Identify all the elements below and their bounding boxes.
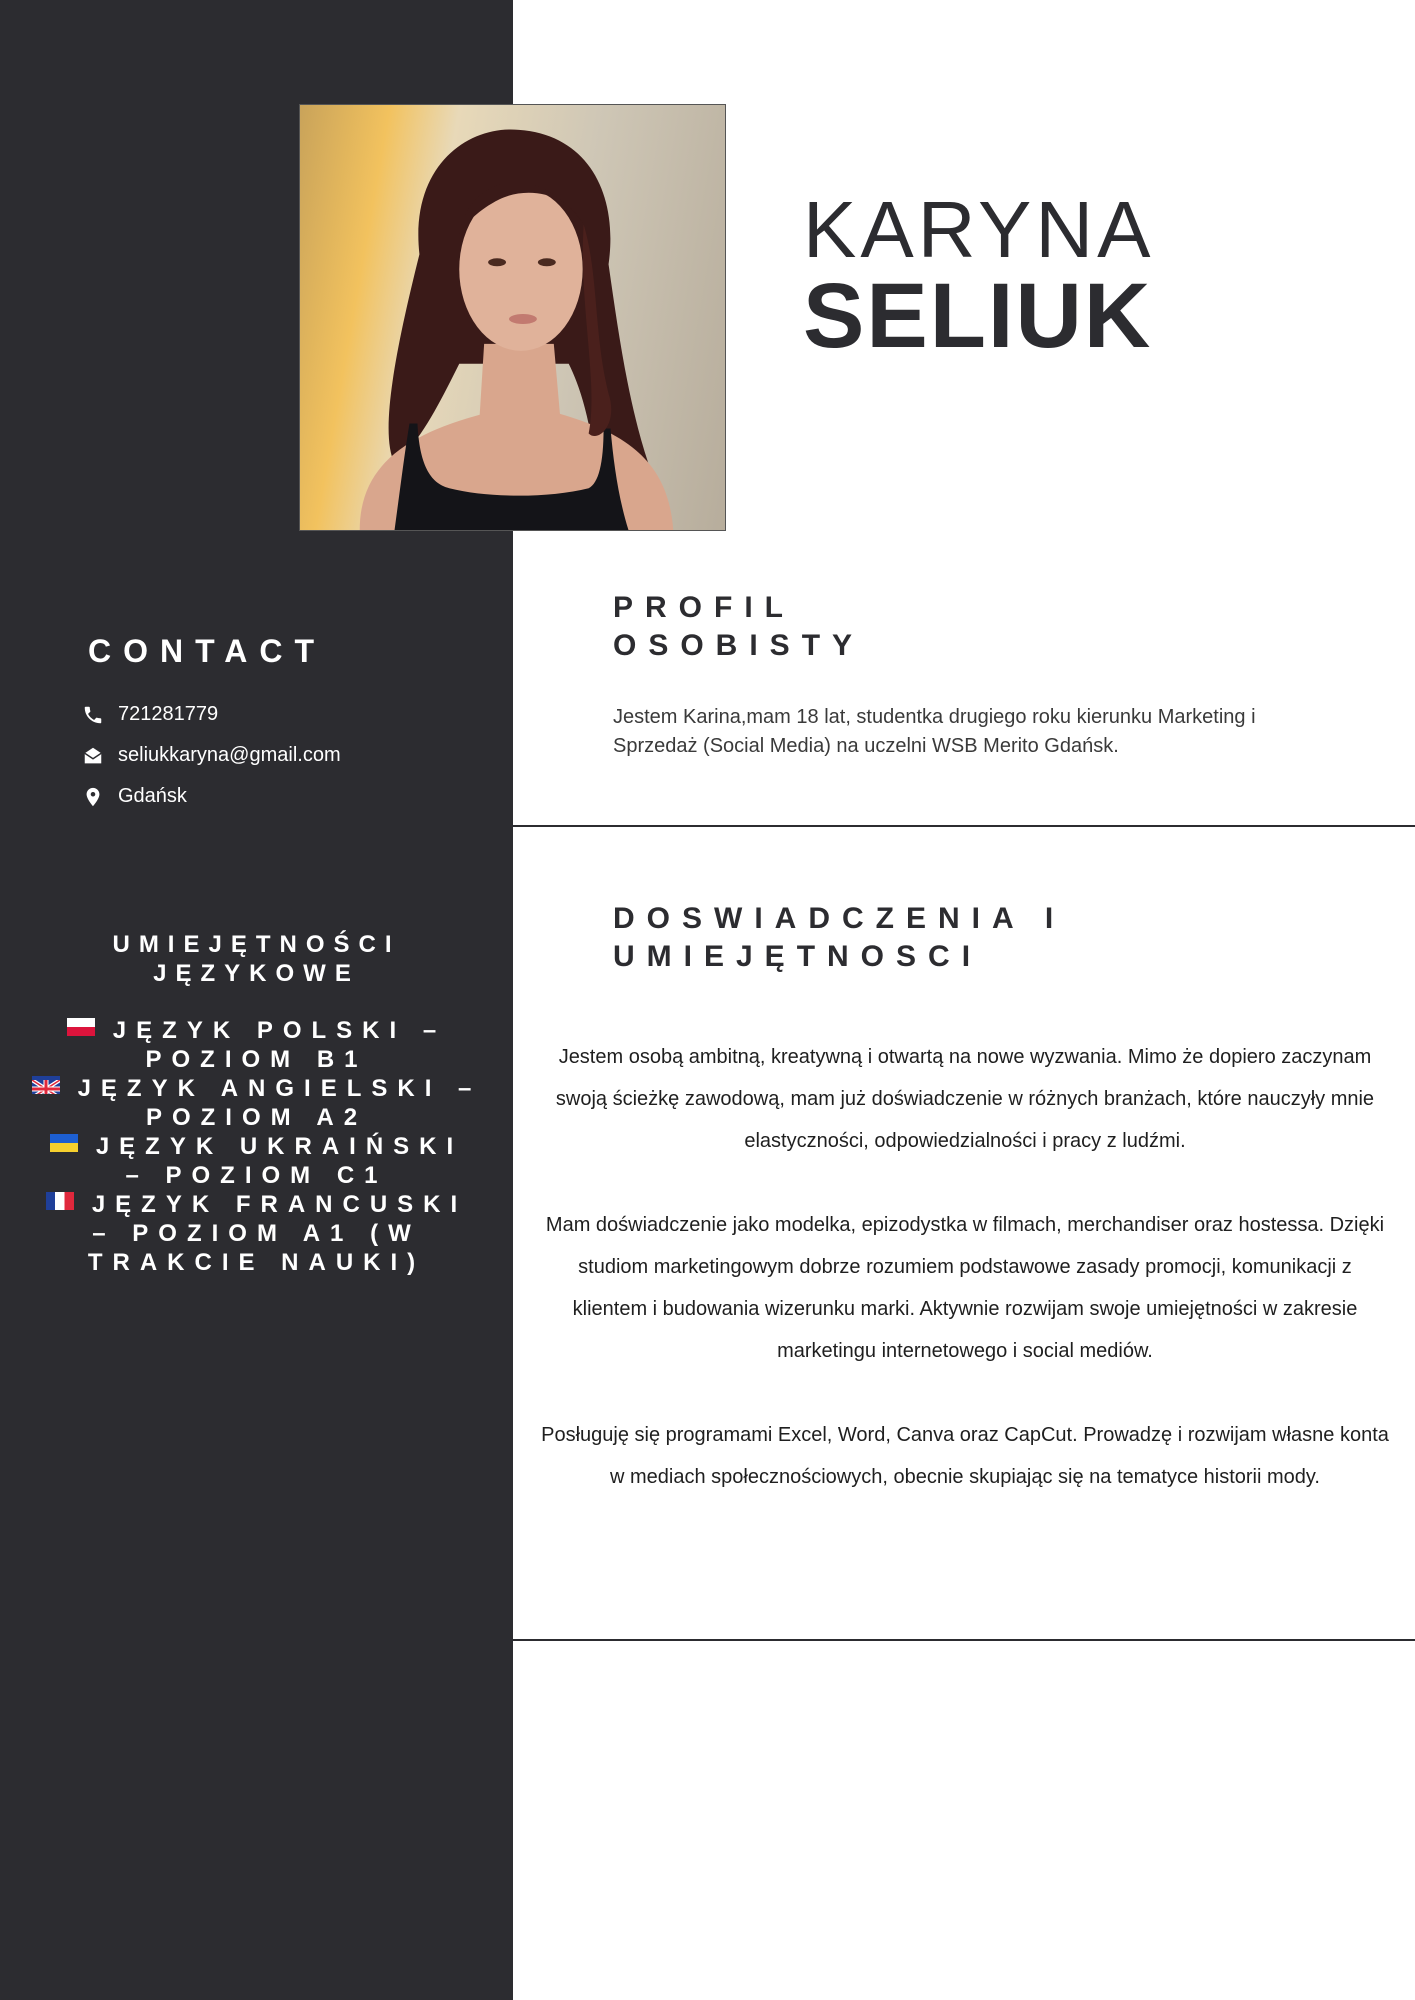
flag-uk-icon [32, 1076, 60, 1094]
flag-poland-icon [67, 1018, 95, 1036]
language-item [30, 1016, 483, 1074]
experience-paragraph: Posługuję się programami Excel, Word, Canva oraz CapCut. Prowadzę i rozwijam własne konta w mediach społecznościowych, obecnie skupiając się na tematyce historii mody. [541, 1424, 1389, 1488]
profile-heading-line1: PROFIL [613, 591, 795, 624]
language-item [30, 1190, 483, 1277]
experience-body [540, 1036, 1390, 1540]
profile-heading-line2: OSOBISTY [613, 629, 865, 662]
language-text: JĘZYK ANGIELSKI – POZIOM A2 [77, 1075, 482, 1131]
first-name: KARYNA [803, 185, 1155, 274]
contact-phone-row[interactable] [82, 703, 218, 726]
experience-heading-line2: UMIEJĘTNOSCI [613, 940, 983, 973]
language-text: JĘZYK UKRAIŃSKI – POZIOM C1 [95, 1133, 464, 1189]
profile-heading [613, 589, 864, 665]
phone-icon [82, 704, 104, 726]
language-text: JĘZYK POLSKI – POZIOM B1 [112, 1017, 447, 1073]
mail-icon [82, 745, 104, 767]
profile-text: Jestem Karina,mam 18 lat, studentka drugiego roku kierunku Marketing i Sprzedaż (Social Media) na uczelni WSB Merito Gdańsk. [613, 706, 1256, 757]
flag-france-icon [46, 1192, 74, 1210]
last-name: SELIUK [803, 265, 1153, 367]
language-item [30, 1132, 483, 1190]
languages-list [30, 1016, 483, 1277]
language-item [30, 1074, 483, 1132]
phone-number: 721281779 [118, 703, 219, 725]
flag-ukraine-icon [50, 1134, 78, 1152]
experience-heading [613, 900, 1065, 976]
experience-paragraph: Jestem osobą ambitną, kreatywną i otwartą na nowe wyzwania. Mimo że dopiero zaczynam swoją ścieżkę zawodową, mam już doświadczenie w różnych branżach, które nauczyły mnie elastyczności, odpowiedzialności i pracy z ludźmi. [555, 1046, 1375, 1152]
contact-heading: CONTACT [88, 633, 327, 669]
location-pin-icon [82, 786, 104, 808]
contact-location-row [82, 785, 187, 808]
experience-paragraph: Mam doświadczenie jako modelka, epizodystka w filmach, merchandiser oraz hostessa. Dzięki studiom marketingowym dobrze rozumiem podstawowe zasady promocji, komunikacji z klientem i budowania wizerunku marki. Aktywnie rozwijam swoje umiejętności w zakresie marketingu internetowego i social mediów. [545, 1214, 1385, 1362]
profile-photo [299, 104, 726, 531]
section-divider [513, 825, 1415, 827]
language-text: JĘZYK FRANCUSKI – POZIOM A1 (W TRAKCIE NAUKI) [87, 1191, 468, 1276]
email-address: seliukkaryna@gmail.com [118, 744, 341, 766]
section-divider [513, 1639, 1415, 1641]
location-text: Gdańsk [118, 785, 187, 807]
experience-heading-line1: DOSWIADCZENIA I [613, 902, 1066, 935]
portrait-illustration [300, 105, 725, 530]
languages-heading: UMIEJĘTNOŚCI JĘZYKOWE [112, 931, 401, 987]
contact-email-row[interactable] [82, 744, 341, 767]
